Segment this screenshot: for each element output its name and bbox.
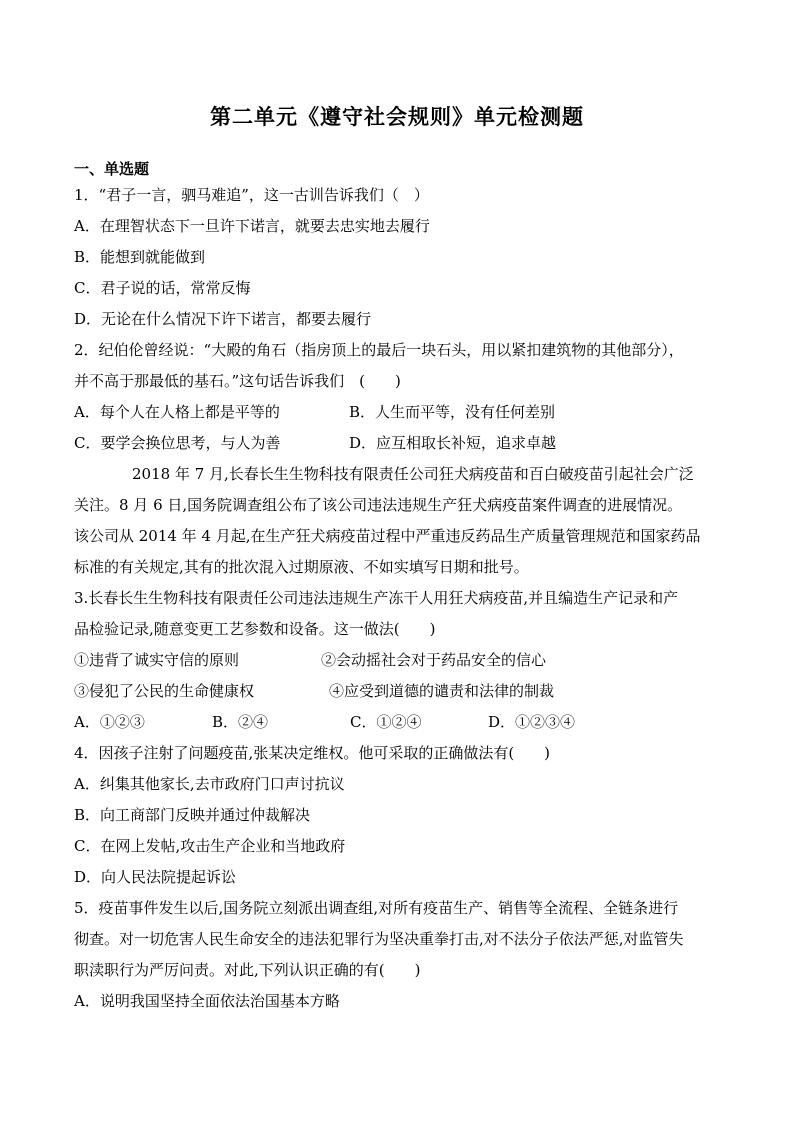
question-5 bbox=[74, 893, 724, 1017]
option-a: A．说明我国坚持全面依法治国基本方略 bbox=[74, 992, 340, 1010]
question-stem: 3.长春长生生物科技有限责任公司违法违规生产冻干人用狂犬病疫苗,并且编造生产记录和产 bbox=[74, 589, 679, 607]
option-c: C．在网上发帖,攻击生产企业和当地政府 bbox=[74, 837, 346, 855]
option-b: B．向工商部门反映并通过仲裁解决 bbox=[74, 806, 311, 824]
material-line: 2018 年 7 月,长春长生生物科技有限责任公司狂犬病疫苗和百白破疫苗引起社会广泛 bbox=[132, 465, 694, 483]
question-3 bbox=[74, 583, 724, 738]
material-line: 标准的有关规定,其有的批次混入过期原液、不如实填写日期和批号。 bbox=[74, 558, 529, 576]
question-stem: 并不高于那最低的基石。”这句话告诉我们 ( ) bbox=[74, 372, 401, 390]
statement-3: ③侵犯了公民的生命健康权 bbox=[74, 682, 255, 700]
statement-2: ②会动摇社会对于药品安全的信心 bbox=[321, 651, 547, 669]
option-a: A．①②③ bbox=[74, 713, 145, 731]
option-c: C．要学会换位思考，与人为善 bbox=[74, 434, 281, 452]
question-stem: 彻查。对一切危害人民生命安全的违法犯罪行为坚决重拳打击,对不法分子依法严惩,对监管失 bbox=[74, 930, 684, 948]
question-stem: 4．因孩子注射了问题疫苗,张某决定维权。他可采取的正确做法有( ) bbox=[74, 744, 551, 762]
section-heading: 一、单选题 bbox=[74, 160, 150, 178]
option-c: C．①②④ bbox=[350, 713, 422, 731]
option-row bbox=[74, 707, 724, 738]
option-b: B．②④ bbox=[212, 713, 269, 731]
option-d: D．应互相取长补短，追求卓越 bbox=[349, 434, 557, 452]
statement-4: ④应受到道德的谴责和法律的制裁 bbox=[329, 682, 555, 700]
material-line: 该公司从 2014 年 4 月起,在生产狂犬病疫苗过程中严重违反药品生产质量管理规范和国家药品 bbox=[74, 527, 701, 545]
question-stem: 职渎职行为严厉问责。对此,下列认识正确的有( ) bbox=[74, 961, 421, 979]
statement-row bbox=[74, 676, 724, 707]
question-1 bbox=[74, 180, 724, 335]
option-d: D．向人民法院提起诉讼 bbox=[74, 868, 237, 886]
option-row bbox=[74, 397, 724, 428]
statement-row bbox=[74, 645, 724, 676]
option-b: B．人生而平等，没有任何差别 bbox=[349, 403, 556, 421]
question-2 bbox=[74, 335, 724, 459]
material-line: 关注。8 月 6 日,国务院调查组公布了该公司违法违规生产狂犬病疫苗案件调查的进展情况。 bbox=[74, 496, 683, 514]
question-stem: 5．疫苗事件发生以后,国务院立刻派出调查组,对所有疫苗生产、销售等全流程、全链条进行 bbox=[74, 899, 679, 917]
option-d: D．无论在什么情况下许下诺言，都要去履行 bbox=[74, 310, 372, 328]
question-stem: 1．“君子一言，驷马难追”，这一古训告诉我们（ ） bbox=[74, 186, 429, 204]
question-stem: 品检验记录,随意变更工艺参数和设备。这一做法( ) bbox=[74, 620, 436, 638]
question-stem: 2．纪伯伦曾经说：“大殿的角石（指房顶上的最后一块石头，用以紧扣建筑物的其他部分）， bbox=[74, 341, 684, 359]
option-a: A．纠集其他家长,去市政府门口声讨抗议 bbox=[74, 775, 345, 793]
statement-1: ①违背了诚实守信的原则 bbox=[74, 651, 240, 669]
option-d: D．①②③④ bbox=[488, 713, 576, 731]
option-c: C．君子说的话，常常反悔 bbox=[74, 279, 251, 297]
exam-content bbox=[74, 158, 724, 1017]
option-a: A．在理智状态下一旦许下诺言，就要去忠实地去履行 bbox=[74, 217, 430, 235]
option-a: A．每个人在人格上都是平等的 bbox=[74, 403, 280, 421]
question-4 bbox=[74, 738, 724, 893]
option-b: B．能想到就能做到 bbox=[74, 248, 206, 266]
option-row bbox=[74, 428, 724, 459]
page-title: 第二单元《遵守社会规则》单元检测题 bbox=[210, 105, 584, 129]
material-passage bbox=[74, 459, 724, 583]
